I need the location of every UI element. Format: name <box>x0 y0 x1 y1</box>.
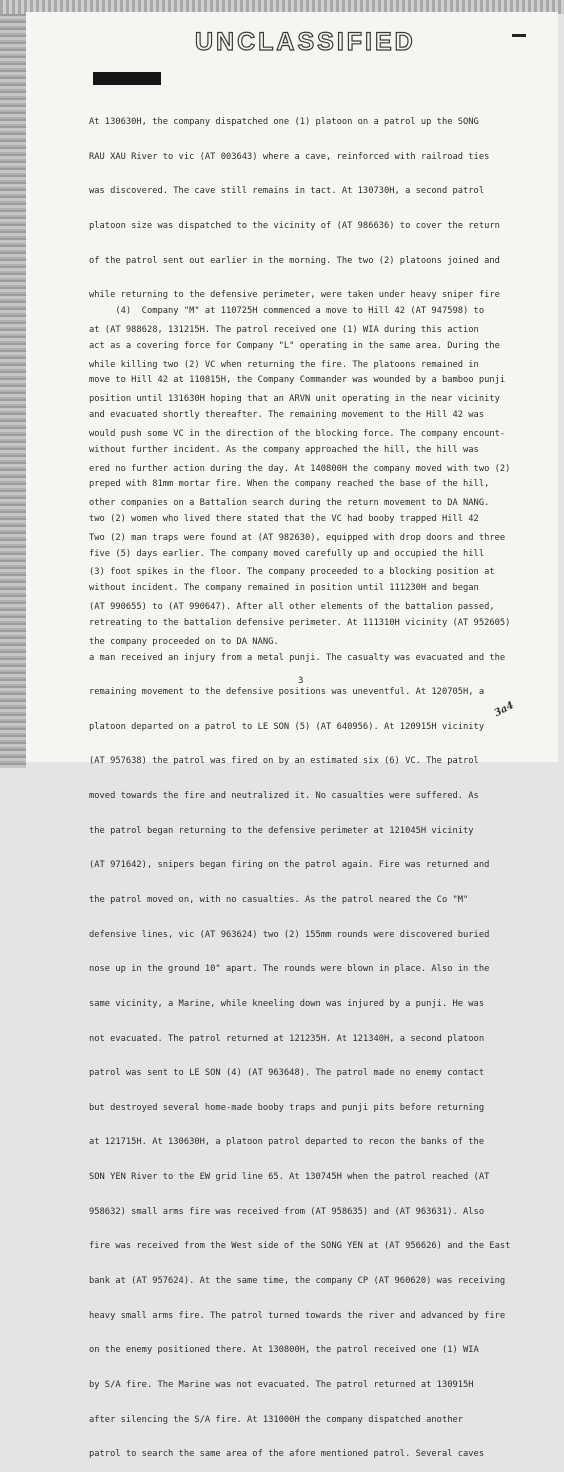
text-line: the patrol began returning to the defensive perimeter at 121045H vicinity <box>89 825 474 836</box>
text-line: RAU XAU River to vic (AT 003643) where a cave, reinforced with railroad ties <box>89 151 490 162</box>
text-line: (AT 990655) to (AT 990647). After all other elements of the battalion passed, <box>89 602 495 613</box>
text-line: (3) foot spikes in the floor. The company proceeded to a blocking position at <box>89 567 495 578</box>
scan-edge-left <box>0 0 26 768</box>
text-line: patrol was sent to LE SON (4) (AT 963648). The patrol made no enemy contact <box>89 1068 485 1079</box>
text-line: other companies on a Battalion search during the return movement to DA NANG. <box>89 498 490 509</box>
text-line: and evacuated shortly thereafter. The remaining movement to the Hill 42 was <box>89 410 485 421</box>
page-number: 3 <box>298 676 304 686</box>
text-line: act as a covering force for Company "L" operating in the same area. During the <box>89 340 500 351</box>
text-line: fire was received from the West side of the SONG YEN at (AT 956626) and the East <box>89 1241 511 1252</box>
text-line: by S/A fire. The Marine was not evacuated. The patrol returned at 130915H <box>89 1379 474 1390</box>
text-line: moved towards the fire and neutralized it. No casualties were suffered. As <box>89 791 479 802</box>
text-line: but destroyed several home-made booby traps and punji pits before returning <box>89 1102 485 1113</box>
text-line: without further incident. As the company approached the hill, the hill was <box>89 444 479 455</box>
text-line: while returning to the defensive perimeter, were taken under heavy sniper fire <box>89 290 500 301</box>
text-line: retreating to the battalion defensive perimeter. At 111310H vicinity (AT 952605) <box>89 617 511 628</box>
text-line: after silencing the S/A fire. At 131000H the company dispatched another <box>89 1414 464 1425</box>
text-line: at 121715H. At 130630H, a platoon patrol departed to recon the banks of the <box>89 1137 485 1148</box>
text-line: without incident. The company remained in position until 111230H and began <box>89 583 479 594</box>
text-line: preped with 81mm mortar fire. When the company reached the base of the hill, <box>89 479 490 490</box>
text-line: ered no further action during the day. At 140800H the company moved with two (2) <box>89 463 511 474</box>
text-line: (AT 957638) the patrol was fired on by an estimated six (6) VC. The patrol <box>89 756 479 767</box>
text-line: remaining movement to the defensive positions was uneventful. At 120705H, a <box>89 687 485 698</box>
text-line: of the patrol sent out earlier in the morning. The two (2) platoons joined and <box>89 255 500 266</box>
text-line: (4) Company "M" at 110725H commenced a move to Hill 42 (AT 947598) to <box>89 306 485 317</box>
text-line: at (AT 988628, 131215H. The patrol received one (1) WIA during this action <box>89 324 479 335</box>
text-line: 958632) small arms fire was received from (AT 958635) and (AT 963631). Also <box>89 1206 485 1217</box>
text-line: nose up in the ground 10" apart. The rounds were blown in place. Also in the <box>89 964 490 975</box>
text-line: patrol to search the same area of the afore mentioned patrol. Several caves <box>89 1449 485 1460</box>
text-line: was discovered. The cave still remains in tact. At 130730H, a second patrol <box>89 186 485 197</box>
text-line: bank at (AT 957624). At the same time, the company CP (AT 960620) was receiving <box>89 1276 506 1287</box>
text-line: on the enemy positioned there. At 130800H, the patrol received one (1) WIA <box>89 1345 479 1356</box>
text-line: SON YEN River to the EW grid line 65. At 130745H when the patrol reached (AT <box>89 1172 490 1183</box>
handwritten-mark: 3a4 <box>492 699 516 720</box>
text-line: not evacuated. The patrol returned at 121235H. At 121340H, a second platoon <box>89 1033 485 1044</box>
text-line: (AT 971642), snipers began firing on the patrol again. Fire was returned and <box>89 860 490 871</box>
text-line: same vicinity, a Marine, while kneeling down was injured by a punji. He was <box>89 998 485 1009</box>
text-line: platoon size was dispatched to the vicinity of (AT 986636) to cover the return <box>89 221 500 232</box>
text-line: position until 131630H hoping that an ARVN unit operating in the near vicinity <box>89 394 500 405</box>
redaction-bar <box>93 72 161 85</box>
text-line: move to Hill 42 at 110815H, the Company Commander was wounded by a bamboo punji <box>89 375 506 386</box>
classification-stamp: UNCLASSIFIED <box>195 28 416 56</box>
paragraph-company-m <box>89 283 527 1472</box>
redaction-mark-top <box>512 34 526 37</box>
text-line: five (5) days earlier. The company moved carefully up and occupied the hill <box>89 548 485 559</box>
text-line: the company proceeded on to DA NANG. <box>89 636 279 647</box>
text-line: At 130630H, the company dispatched one (1) platoon on a patrol up the SONG <box>89 117 479 128</box>
text-line: platoon departed on a patrol to LE SON (5) (AT 640956). At 120915H vicinity <box>89 721 485 732</box>
text-line: Two (2) man traps were found at (AT 982630), equipped with drop doors and three <box>89 532 506 543</box>
text-line: the patrol moved on, with no casualties. As the patrol neared the Co "M" <box>89 894 469 905</box>
text-line: defensive lines, vic (AT 963624) two (2) 155mm rounds were discovered buried <box>89 929 490 940</box>
text-line: heavy small arms fire. The patrol turned towards the river and advanced by fire <box>89 1310 506 1321</box>
text-line: would push some VC in the direction of the blocking force. The company encount- <box>89 428 506 439</box>
text-line: two (2) women who lived there stated that the VC had booby trapped Hill 42 <box>89 513 479 524</box>
text-line: a man received an injury from a metal punji. The casualty was evacuated and the <box>89 652 506 663</box>
text-line: while killing two (2) VC when returning the fire. The platoons remained in <box>89 359 479 370</box>
